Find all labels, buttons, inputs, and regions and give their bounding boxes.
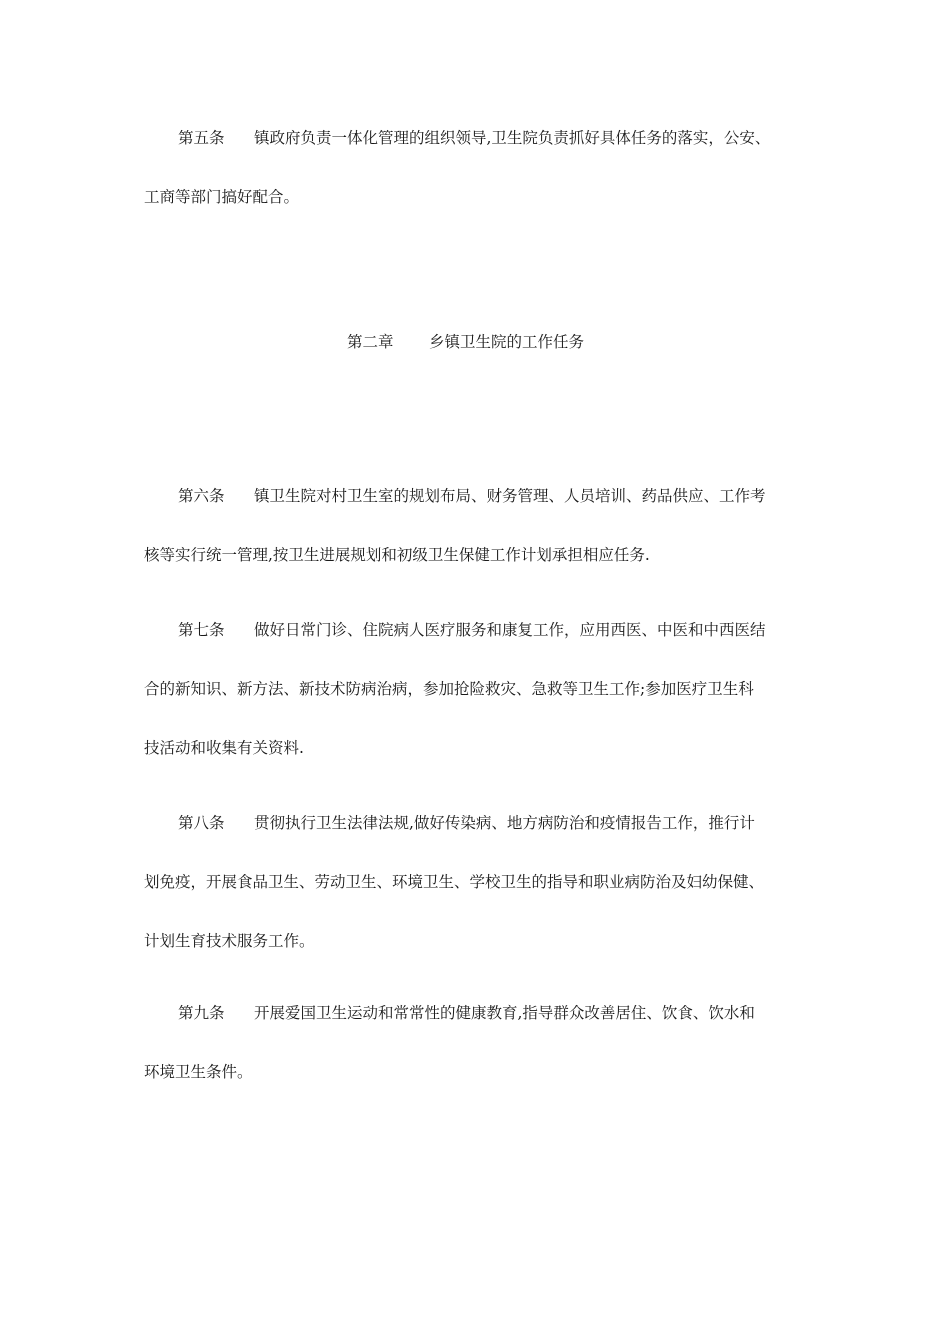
chapter-2-title: 乡镇卫生院的工作任务 — [429, 333, 585, 351]
chapter-2-label: 第二章 — [347, 333, 394, 351]
article-9-line-1 — [178, 1003, 755, 1023]
article-8-text-1: 贯彻执行卫生法律法规,做好传染病、地方病防治和疫情报告工作，推行计 — [254, 814, 755, 832]
article-6-line-1 — [178, 486, 766, 506]
article-5-line-2: 工商等部门搞好配合。 — [144, 188, 300, 206]
article-7-line-1 — [178, 620, 766, 640]
article-6-line-2: 核等实行统一管理,按卫生进展规划和初级卫生保健工作计划承担相应任务. — [144, 546, 650, 564]
article-8-line-1 — [178, 813, 755, 833]
article-7-label: 第七条 — [178, 621, 225, 639]
article-5-text-1: 镇政府负责一体化管理的组织领导,卫生院负责抓好具体任务的落实，公安、 — [254, 129, 771, 147]
article-8-label: 第八条 — [178, 814, 225, 832]
article-9-line-2: 环境卫生条件。 — [144, 1063, 253, 1081]
article-6-label: 第六条 — [178, 487, 225, 505]
article-5-label: 第五条 — [178, 129, 225, 147]
article-7-text-1: 做好日常门诊、住院病人医疗服务和康复工作，应用西医、中医和中西医结 — [254, 621, 766, 639]
article-7-line-3: 技活动和收集有关资料. — [144, 739, 304, 757]
chapter-2-heading — [347, 332, 584, 352]
article-8-line-3: 计划生育技术服务工作。 — [144, 932, 315, 950]
article-7-line-2: 合的新知识、新方法、新技术防病治病，参加抢险救灾、急救等卫生工作;参加医疗卫生科 — [144, 680, 754, 698]
article-5-line-1 — [178, 128, 770, 148]
article-9-text-1: 开展爱国卫生运动和常常性的健康教育,指导群众改善居住、饮食、饮水和 — [254, 1004, 755, 1022]
article-6-text-1: 镇卫生院对村卫生室的规划布局、财务管理、人员培训、药品供应、工作考 — [254, 487, 766, 505]
article-8-line-2: 划免疫，开展食品卫生、劳动卫生、环境卫生、学校卫生的指导和职业病防治及妇幼保健、 — [144, 873, 765, 891]
article-9-label: 第九条 — [178, 1004, 225, 1022]
